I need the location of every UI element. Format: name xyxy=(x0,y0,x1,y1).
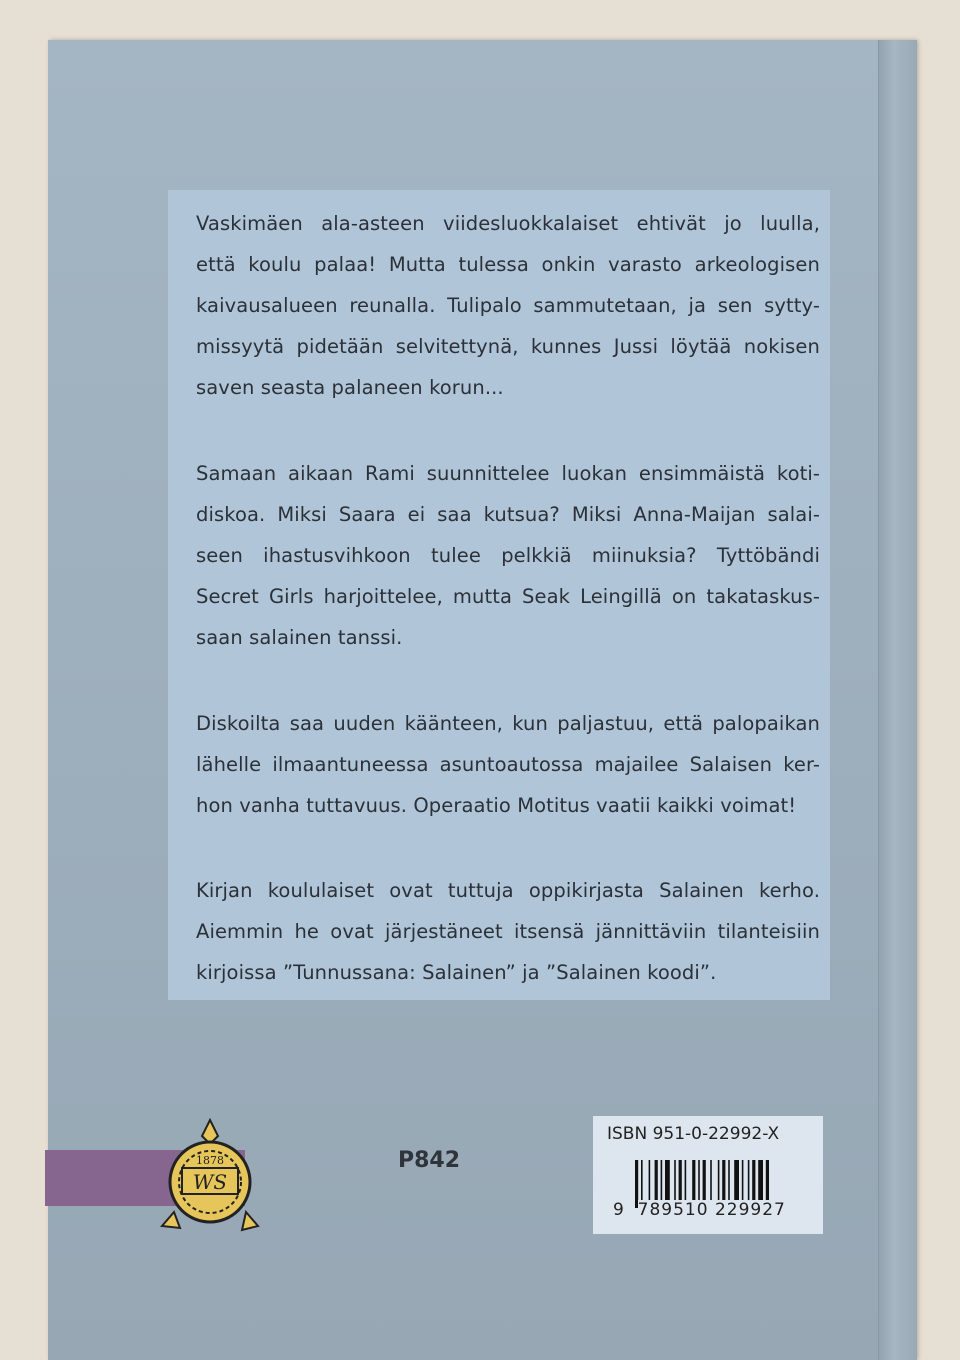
blurb-line: hon vanha tuttavuus. Operaatio Motitus vaatii kaikki voimat! xyxy=(196,794,797,817)
barcode-bar xyxy=(661,1160,663,1200)
barcode-bar xyxy=(665,1160,670,1200)
blurb-line: diskoa. Miksi Saara ei saa kutsua? Miksi Anna-Maijan salai- xyxy=(196,503,820,526)
blurb-line: lähelle ilmaantuneessa asuntoautossa majailee Salaisen ker- xyxy=(196,753,820,776)
blurb-line: että koulu palaa! Mutta tulessa onkin varasto arkeologisen xyxy=(196,253,820,276)
blurb-line: Secret Girls harjoittelee, mutta Seak Leingillä on takataskus- xyxy=(196,585,820,608)
blurb-line: saan salainen tanssi. xyxy=(196,626,403,649)
barcode-bar xyxy=(718,1160,720,1200)
barcode-bar xyxy=(728,1160,730,1200)
blurb-line: Samaan aikaan Rami suunnittelee luokan ensimmäistä koti- xyxy=(196,462,820,485)
barcode-bar xyxy=(692,1160,695,1200)
blurb-line: Aiemmin he ovat järjestäneet itsensä jännittäviin tilanteisiin xyxy=(196,920,820,943)
logo-year: 1878 xyxy=(196,1154,224,1167)
barcode-number: 789510 229927 xyxy=(637,1200,786,1220)
barcode-bar xyxy=(748,1160,750,1200)
book-spine xyxy=(878,40,917,1360)
publisher-logo-icon xyxy=(158,1118,268,1240)
barcode-first-digit: 9 xyxy=(613,1200,625,1220)
barcode-bar xyxy=(722,1160,725,1200)
barcode-bar xyxy=(698,1160,700,1200)
isbn-label xyxy=(593,1116,823,1234)
barcode-bar xyxy=(710,1160,712,1200)
barcode-bar xyxy=(649,1160,651,1200)
barcode-bar xyxy=(742,1160,744,1200)
blurb-line: seen ihastusvihkoon tulee pelkkiä miinuksia? Tyttöbändi xyxy=(196,544,820,567)
barcode-bar xyxy=(679,1160,682,1200)
barcode-bar xyxy=(685,1160,687,1200)
blurb-line: Kirjan koululaiset ovat tuttuja oppikirjasta Salainen kerho. xyxy=(196,879,820,902)
blurb-line: saven seasta palaneen korun... xyxy=(196,376,504,399)
blurb-line: missyytä pidetään selvitettynä, kunnes Jussi löytää nokisen xyxy=(196,335,820,358)
blurb-line: Vaskimäen ala-asteen viidesluokkalaiset ehtivät jo luulla, xyxy=(196,212,820,235)
product-code: P842 xyxy=(398,1148,461,1173)
logo-monogram: WS xyxy=(192,1170,228,1194)
blurb-line: Diskoilta saa uuden käänteen, kun paljastuu, että palopaikan xyxy=(196,712,820,735)
barcode-bar xyxy=(752,1160,755,1200)
barcode-digits xyxy=(613,1200,786,1220)
blurb-line: kaivausalueen reunalla. Tulipalo sammutetaan, ja sen sytty- xyxy=(196,294,820,317)
barcode-bar xyxy=(703,1160,706,1200)
barcode-bar xyxy=(655,1160,658,1200)
blurb-line: kirjoissa ”Tunnussana: Salainen” ja ”Salainen koodi”. xyxy=(196,961,717,984)
isbn-number: ISBN 951-0-22992-X xyxy=(607,1124,780,1144)
barcode-bar xyxy=(674,1160,676,1200)
barcode-bar xyxy=(734,1160,739,1200)
barcode-bar xyxy=(758,1160,763,1200)
